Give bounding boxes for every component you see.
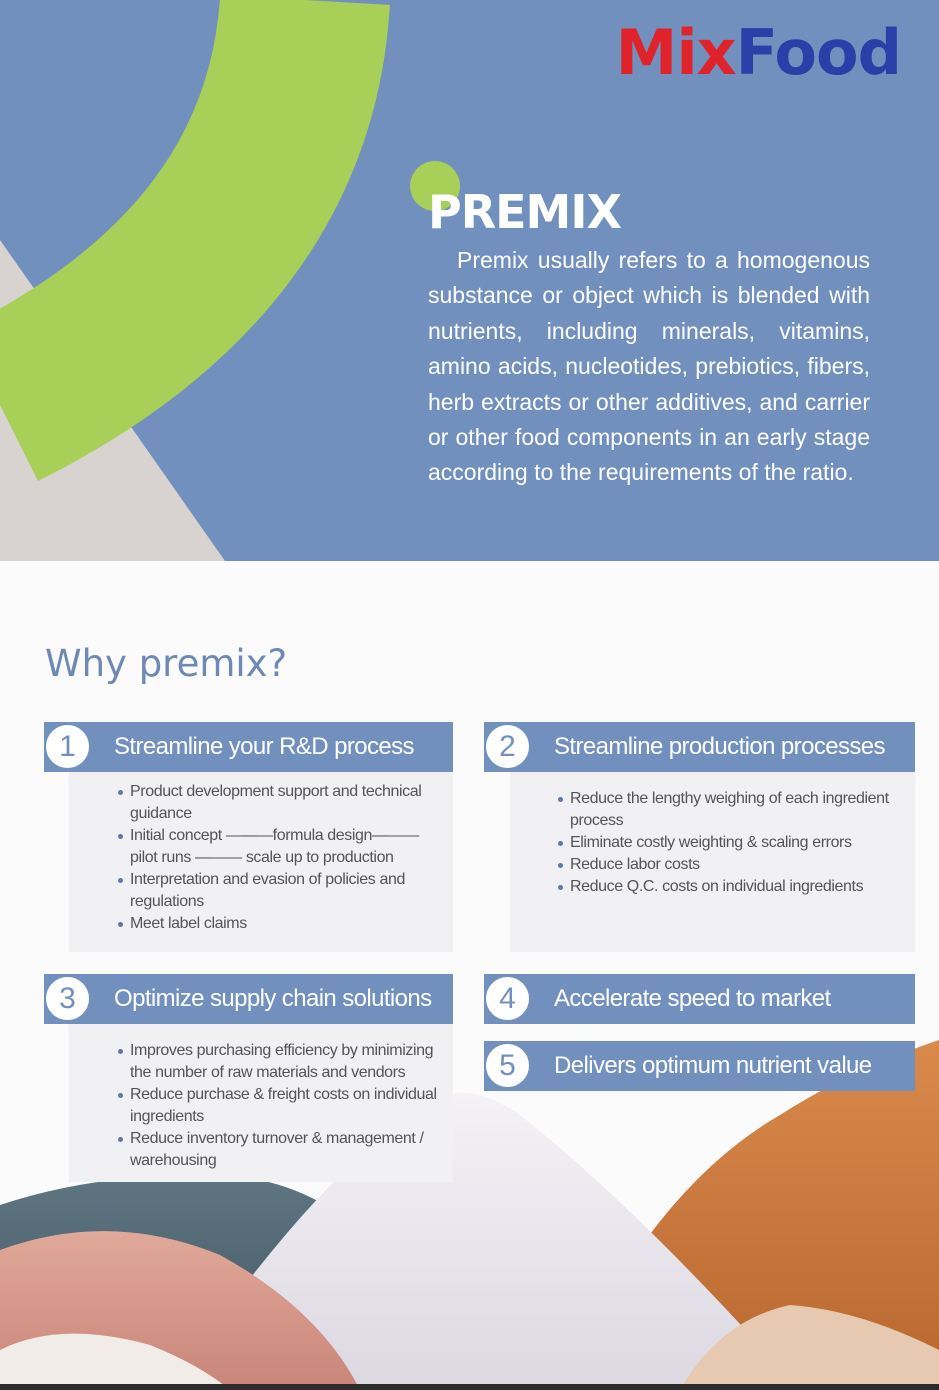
- benefit-1-card: [69, 771, 453, 952]
- list-item: Interpretation and evasion of policies and regulations: [118, 869, 440, 913]
- list-item: Initial concept ———formula design——— pilot runs ——— scale up to production: [118, 825, 440, 869]
- benefit-1-banner: [44, 722, 453, 772]
- benefit-2-banner: [484, 722, 915, 772]
- benefit-2-card: [510, 771, 915, 952]
- benefit-5-title: Delivers optimum nutrient value: [554, 1052, 872, 1079]
- list-item: Meet label claims: [118, 913, 440, 935]
- benefit-3-banner: [44, 974, 453, 1024]
- list-item: Reduce the lengthy weighing of each ingredient process: [558, 788, 903, 832]
- page-title: PREMIX: [428, 185, 621, 239]
- list-item: Reduce labor costs: [558, 854, 903, 876]
- benefit-3-card: [69, 1023, 453, 1182]
- benefit-4-title: Accelerate speed to market: [554, 985, 831, 1012]
- benefit-2-list: [558, 788, 903, 898]
- list-item: Product development support and technical guidance: [118, 781, 440, 825]
- benefit-3-list: [118, 1040, 438, 1172]
- benefit-5-banner: [484, 1041, 915, 1091]
- benefit-3-title: Optimize supply chain solutions: [114, 985, 432, 1012]
- logo-mix: Mix: [615, 16, 736, 89]
- hero-section: [0, 0, 939, 561]
- mixfood-logo: [615, 16, 901, 89]
- list-item: Reduce Q.C. costs on individual ingredients: [558, 876, 903, 898]
- benefit-2-title: Streamline production processes: [554, 733, 885, 760]
- list-item: Reduce inventory turnover & management / warehousing: [118, 1128, 438, 1172]
- list-item: Improves purchasing efficiency by minimizing the number of raw materials and vendors: [118, 1040, 438, 1084]
- benefit-4-number: 4: [484, 975, 531, 1022]
- list-item: Eliminate costly weighting & scaling errors: [558, 832, 903, 854]
- logo-food: Food: [735, 16, 901, 89]
- benefit-5-number: 5: [484, 1042, 531, 1089]
- premix-description: Premix usually refers to a homogenous substance or object which is blended with nutrients, including minerals, vitamins, amino acids, nucleotides, prebiotics, fibers, herb extracts or other additives, and carrier or other food components in an early stage according to the requirements of the ratio.: [428, 247, 870, 486]
- benefit-1-number: 1: [44, 723, 91, 770]
- benefit-3-number: 3: [44, 975, 91, 1022]
- list-item: Reduce purchase & freight costs on individual ingredients: [118, 1084, 438, 1128]
- benefit-1-title: Streamline your R&D process: [114, 733, 414, 760]
- why-premix-heading: Why premix?: [45, 642, 288, 685]
- benefit-4-banner: [484, 974, 915, 1024]
- benefit-1-list: [118, 781, 440, 935]
- benefit-2-number: 2: [484, 723, 531, 770]
